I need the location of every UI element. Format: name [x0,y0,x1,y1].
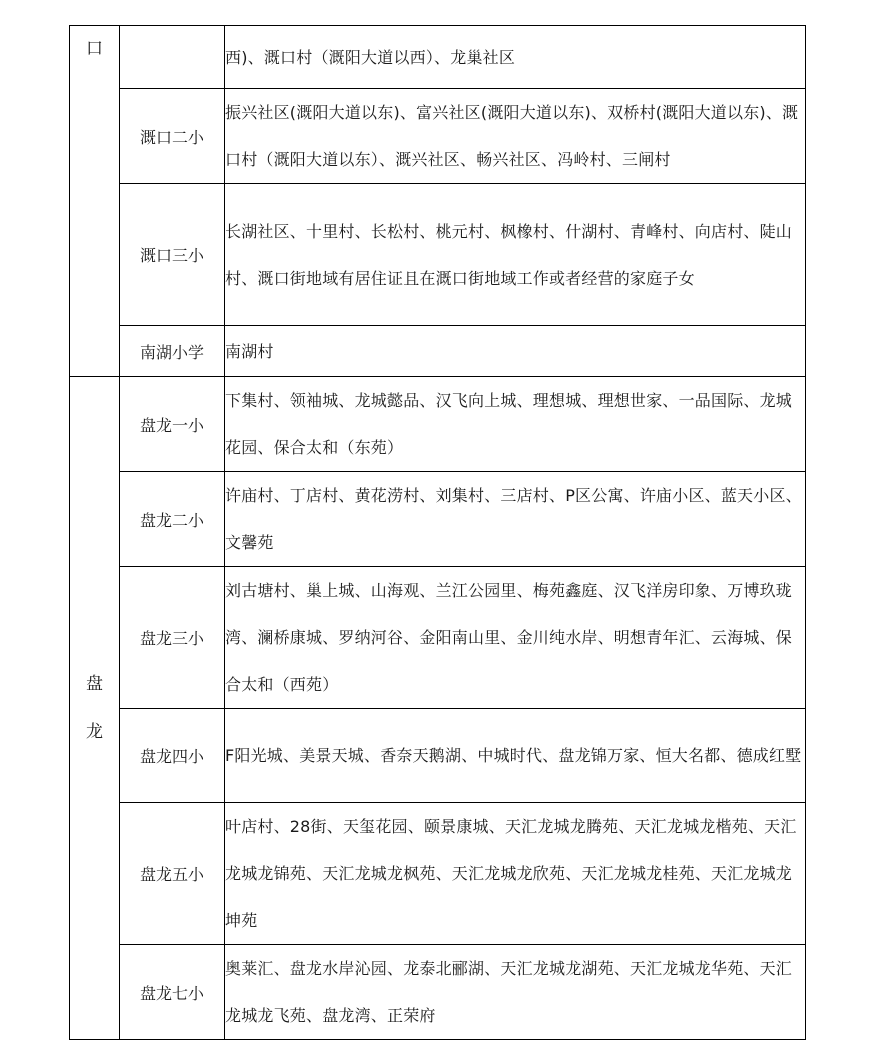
district-name-char: 龙 [86,722,103,742]
district-name: 口 [86,39,103,59]
table-row [70,709,806,803]
table-row [70,184,806,326]
area-cell: 南湖村 [225,326,806,377]
district-cell-panlong [70,377,120,1040]
table-row [70,567,806,709]
area-cell: 奥莱汇、盘龙水岸沁园、龙泰北郦湖、天汇龙城龙湖苑、天汇龙城龙华苑、天汇龙城龙飞苑、盘龙湾、正荣府 [225,945,806,1040]
area-cell: 振兴社区(溉阳大道以东)、富兴社区(溉阳大道以东)、双桥村(溉阳大道以东)、溉口村（溉阳大道以东）、溉兴社区、畅兴社区、冯岭村、三闸村 [225,89,806,184]
school-cell: 溉口三小 [120,184,225,326]
school-cell: 盘龙三小 [120,567,225,709]
table-row [70,945,806,1040]
table-row [70,377,806,472]
school-cell [120,26,225,89]
area-cell: F阳光城、美景天城、香奈天鹅湖、中城时代、盘龙锦万家、恒大名都、德成红墅 [225,709,806,803]
area-cell: 刘古塘村、巢上城、山海观、兰江公园里、梅苑鑫庭、汉飞洋房印象、万博玖珑湾、澜桥康城、罗纳河谷、金阳南山里、金川纯水岸、明想青年汇、云海城、保合太和（西苑） [225,567,806,709]
area-cell: 长湖社区、十里村、长松村、桃元村、枫橡村、什湖村、青峰村、向店村、陡山村、溉口街地域有居住证且在溉口街地域工作或者经营的家庭子女 [225,184,806,326]
school-cell: 盘龙四小 [120,709,225,803]
school-zone-table [69,25,806,1040]
district-name-char: 盘 [86,674,103,694]
school-cell: 溉口二小 [120,89,225,184]
table-row [70,326,806,377]
table-row [70,472,806,567]
area-cell: 下集村、领袖城、龙城懿品、汉飞向上城、理想城、理想世家、一品国际、龙城花园、保合太和（东苑） [225,377,806,472]
table-row [70,89,806,184]
area-cell: 西)、溉口村（溉阳大道以西）、龙巢社区 [225,26,806,89]
table-row [70,803,806,945]
school-cell: 盘龙七小 [120,945,225,1040]
table-row [70,26,806,89]
school-cell: 盘龙五小 [120,803,225,945]
school-cell: 南湖小学 [120,326,225,377]
school-cell: 盘龙二小 [120,472,225,567]
area-cell: 叶店村、28街、天玺花园、颐景康城、天汇龙城龙腾苑、天汇龙城龙楷苑、天汇龙城龙锦苑、天汇龙城龙枫苑、天汇龙城龙欣苑、天汇龙城龙桂苑、天汇龙城龙坤苑 [225,803,806,945]
area-cell: 许庙村、丁店村、黄花涝村、刘集村、三店村、P区公寓、许庙小区、蓝天小区、文馨苑 [225,472,806,567]
district-cell-fragment [70,26,120,377]
school-cell: 盘龙一小 [120,377,225,472]
